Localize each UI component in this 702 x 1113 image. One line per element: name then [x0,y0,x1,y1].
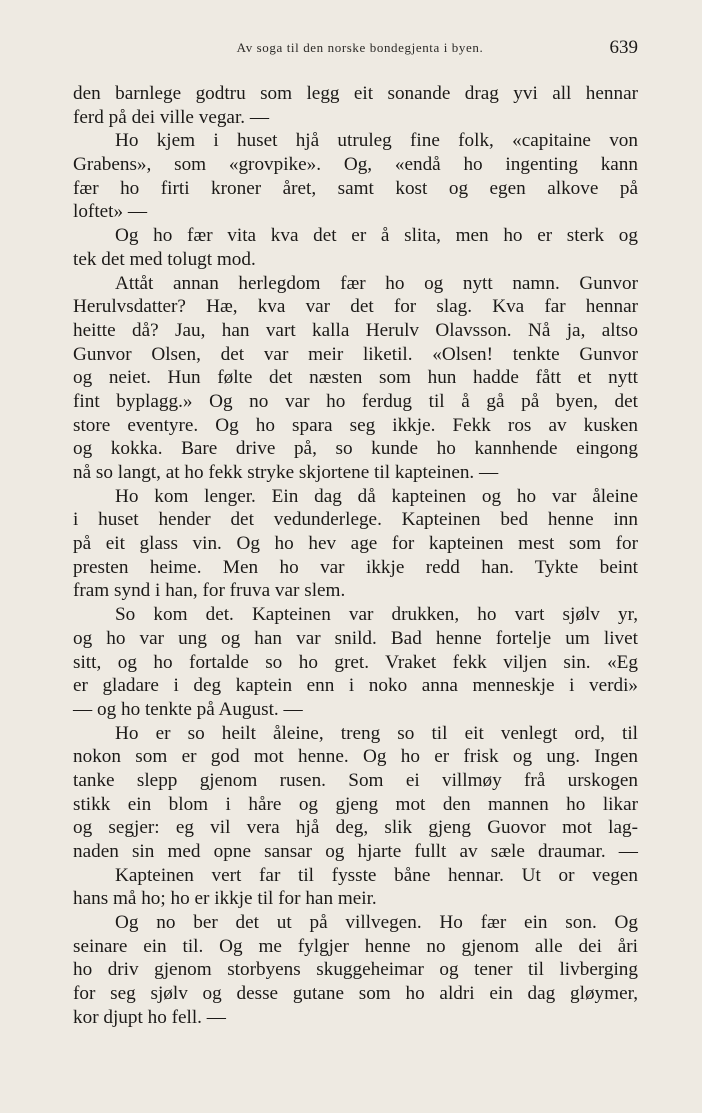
text-line: Ho kjem i huset hjå utruleg fine folk, «capitaine von [115,130,638,152]
text-line: for seg sjølv og desse gutane som ho aldri ein dag gløymer, [73,983,638,1005]
text-line: loftet» — [73,201,148,223]
text-line: store eventyre. Og ho spara seg ikkje. Fekk ros av kusken [73,414,638,436]
text-line: tanke slepp gjenom rusen. Som ei villmøy frå urskogen [73,769,638,791]
text-line: tek det med tolugt mod. [73,248,256,270]
text-line: Og no ber det ut på villvegen. Ho fær ein son. Og [115,912,638,934]
text-line: presten heime. Men ho var ikkje redd han. Tykte beint [73,556,638,578]
text-line: — og ho tenkte på August. — [73,698,303,720]
text-line: So kom det. Kapteinen var drukken, ho vart sjølv yr, [115,604,638,626]
text-line: fær ho firti kroner året, samt kost og egen alkove på [73,177,638,199]
text-line: nå so langt, at ho fekk stryke skjortene til kapteinen. — [73,462,499,483]
text-line: seinare ein til. Og me fylgjer henne no gjenom alle dei åri [73,935,638,957]
text-line: sitt, og ho fortalde so ho gret. Vraket fekk viljen sin. «Eg [73,651,638,673]
text-line: fram synd i han, for fruva var slem. [73,580,346,602]
text-line: i huset hender det vedunderlege. Kapteinen bed henne inn [73,509,638,531]
page-number: 639 [609,37,638,58]
text-line: den barnlege godtru som legg eit sonande drag yvi all hennar [73,83,638,104]
text-line: Ho er so heilt åleine, treng so til eit venlegt ord, til [115,722,638,744]
text-line: på eit glass vin. Og ho hev age for kapteinen mest som for [73,533,638,555]
text-line: hans må ho; ho er ikkje til for han meir. [73,888,377,910]
running-header: Av soga til den norske bondegjenta i byen. [236,40,484,55]
text-line: stikk ein blom i håre og gjeng mot den mannen ho likar [73,793,638,815]
text-line: er gladare i deg kaptein enn i noko anna menneskje i verdi» [73,675,638,697]
text-line: naden sin med opne sansar og hjarte fullt av sæle draumar. — [73,841,638,862]
text-line: og neiet. Hun følte det næsten som hun hadde fått et nytt [73,367,638,389]
text-line: Og ho fær vita kva det er å slita, men ho er sterk og [115,225,638,247]
body-text [73,82,638,1030]
text-line: og kokka. Bare drive på, so kunde ho kannhende eingong [73,438,638,460]
text-line: og ho var ung og han var snild. Bad henne fortelje um livet [73,627,638,649]
text-line: Attåt annan herlegdom fær ho og nytt namn. Gunvor [115,272,638,294]
text-line: kor djupt ho fell. — [73,1006,226,1028]
text-line: Grabens», som «grovpike». Og, «endå ho ingenting kann [73,154,638,176]
text-line: Ho kom lenger. Ein dag då kapteinen og ho var åleine [115,485,638,507]
text-line: ferd på dei ville vegar. — [73,106,270,128]
text-line: Herulvsdatter? Hæ, kva var det for slag. Kva far hennar [73,296,638,318]
text-line: fint byplagg.» Og no var ho ferdug til å gå på byen, det [73,390,638,412]
text-line: Gunvor Olsen, det var meir liketil. «Olsen! tenkte Gunvor [73,343,638,365]
text-line: og segjer: eg vil vera hjå deg, slik gjeng Guovor mot lag- [73,817,638,839]
text-line: heitte då? Jau, han vart kalla Herulv Olavsson. Nå ja, altso [73,319,638,341]
text-line: Kapteinen vert far til fysste båne hennar. Ut or vegen [115,864,638,886]
text-line: nokon som er god mot henne. Og ho er frisk og ung. Ingen [73,746,638,768]
text-line: ho driv gjenom storbyens skuggeheimar og tener til livberging [73,959,638,981]
